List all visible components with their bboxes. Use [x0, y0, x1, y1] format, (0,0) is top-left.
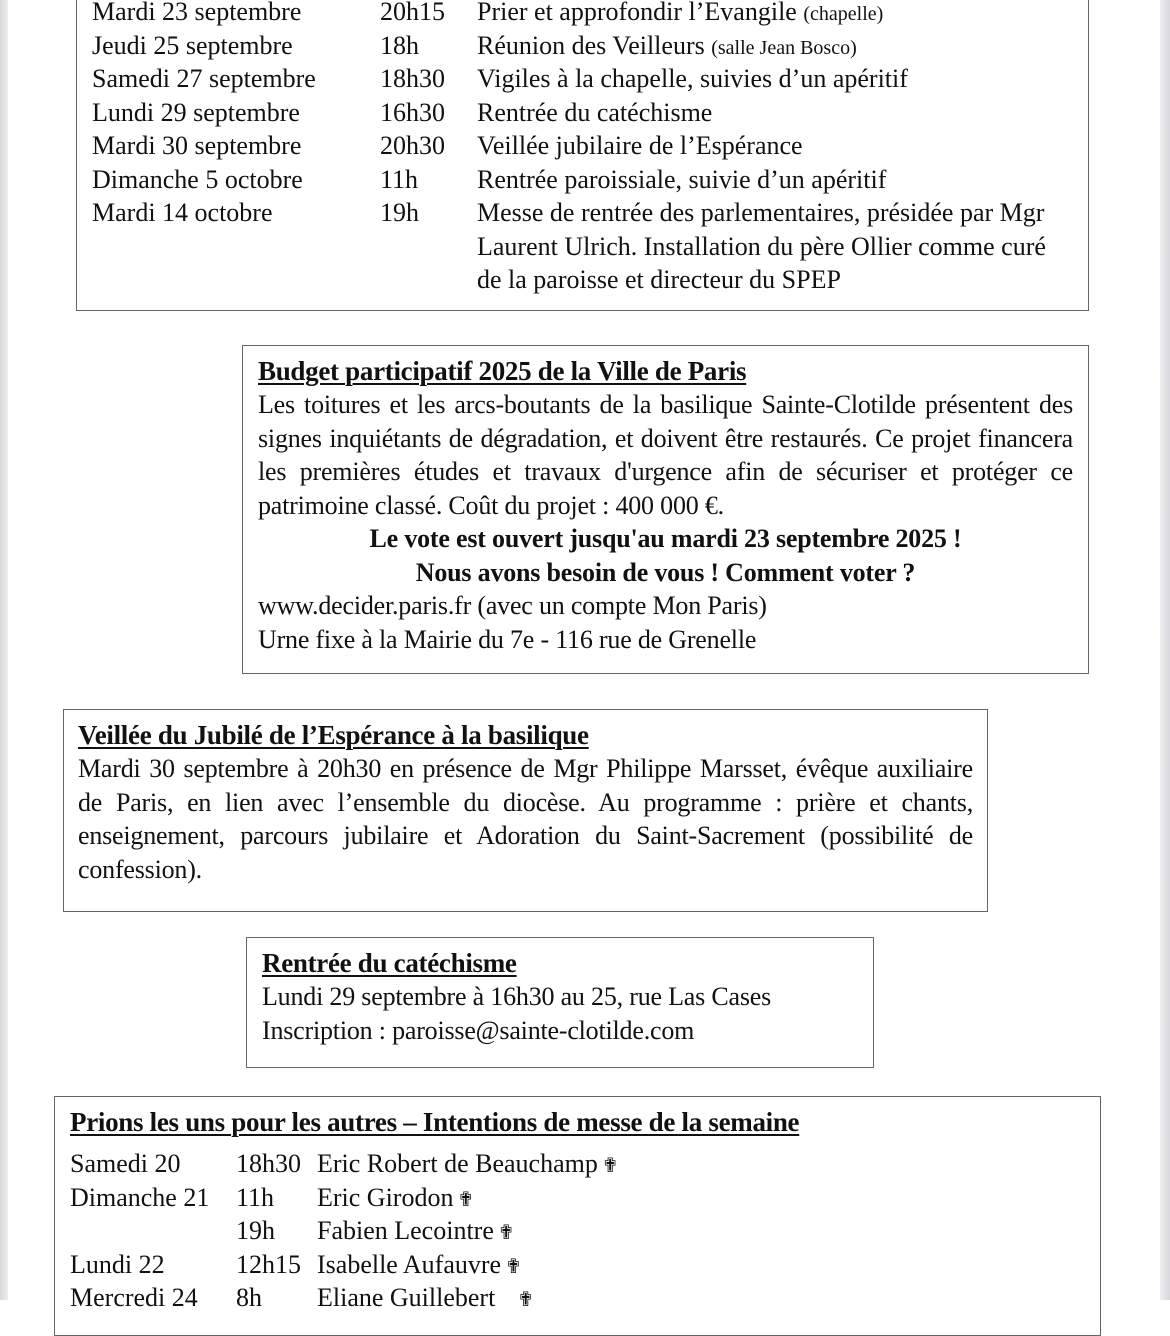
cross-icon: ✟	[517, 1287, 535, 1311]
catechisme-box	[246, 937, 874, 1068]
schedule-event: Veillée jubilaire de l’Espérance	[477, 131, 803, 160]
intention-name-text: Fabien Lecointre	[317, 1216, 494, 1245]
schedule-time: 16h30	[380, 97, 445, 127]
schedule-date: Mardi 14 octobre	[92, 198, 273, 227]
intentions-messe-box	[54, 1096, 1101, 1336]
cross-icon: ✟	[497, 1220, 515, 1244]
intentions-title: Prions les uns pour les autres – Intentions de messe de la semaine	[70, 1107, 800, 1137]
schedule-time: 11h	[380, 164, 419, 194]
catechisme-inscription[interactable]: Inscription : paroisse@sainte-clotilde.com	[262, 1015, 695, 1045]
intention-time: 11h	[236, 1182, 275, 1212]
schedule-date: Mardi 23 septembre	[92, 0, 302, 26]
schedule-event-note: (salle Jean Bosco)	[711, 36, 857, 59]
catechisme-date-location: Lundi 29 septembre à 16h30 au 25, rue Las Cases	[262, 982, 772, 1011]
intention-time: 18h30	[236, 1149, 301, 1178]
schedule-time: 18h30	[380, 64, 445, 93]
intention-day: Lundi 22	[70, 1249, 165, 1279]
budget-body: Les toitures et les arcs-boutants de la basilique Sainte-Clotilde présentent des signes inquiétants de dégradation, et doivent être restaurés. Ce projet financera les premières études et travaux d'urgence afin de sécuriser et protéger ce patrimoine classé. Coût du projet : 400 000 €.	[258, 390, 1073, 520]
intention-row	[70, 1181, 1085, 1215]
intention-time: 12h15	[236, 1249, 301, 1279]
veillee-jubile-box	[63, 709, 988, 912]
budget-vote-deadline: Le vote est ouvert jusqu'au mardi 23 septembre 2025 !	[369, 524, 962, 553]
schedule-event	[477, 0, 1077, 32]
budget-call-to-action: Nous avons besoin de vous ! Comment voter ?	[415, 557, 916, 587]
cross-icon: ✟	[505, 1253, 522, 1278]
intention-day: Dimanche 21	[70, 1182, 210, 1212]
schedule-event-note: (chapelle)	[803, 3, 884, 25]
schedule-date: Mardi 30 septembre	[92, 131, 302, 160]
budget-vote-urne: Urne fixe à la Mairie du 7e - 116 rue de Grenelle	[258, 624, 757, 654]
schedule-time: 20h30	[380, 131, 445, 160]
schedule-event: Vigiles à la chapelle, suivies d’un apéritif	[477, 64, 908, 93]
budget-participatif-box	[242, 345, 1089, 674]
budget-vote-website[interactable]: www.decider.paris.fr (avec un compte Mon Paris)	[258, 591, 767, 620]
intention-name	[317, 1181, 474, 1217]
schedule-date: Jeudi 25 septembre	[92, 30, 293, 60]
intention-row	[70, 1281, 1085, 1315]
intention-time: 19h	[236, 1216, 275, 1245]
intention-name	[317, 1281, 534, 1317]
budget-title: Budget participatif 2025 de la Ville de Paris	[258, 356, 747, 386]
schedule-event: Rentrée paroissiale, suivie d’un apéritif	[477, 164, 887, 194]
veillee-body: Mardi 30 septembre à 20h30 en présence de Mgr Philippe Marsset, évêque auxiliaire de Paris, en lien avec l’ensemble du diocèse. Au programme : prière et chants, enseignement, parcours jubilaire et Adoration du Saint-Sacrement (possibilité de confession).	[78, 754, 973, 884]
intention-time: 8h	[236, 1283, 262, 1312]
schedule-event: Rentrée du catéchisme	[477, 97, 713, 127]
intention-name-text: Eric Robert de Beauchamp	[317, 1149, 598, 1178]
intention-row	[70, 1214, 1085, 1248]
intention-row	[70, 1147, 1085, 1181]
schedule-event	[477, 29, 1077, 66]
cross-icon: ✟	[457, 1186, 475, 1211]
intention-name-text: Eric Girodon	[317, 1182, 454, 1212]
schedule-time: 18h	[380, 30, 419, 60]
intention-name	[317, 1248, 522, 1284]
catechisme-title: Rentrée du catéchisme	[262, 948, 517, 978]
schedule-box	[76, 0, 1089, 311]
page-gutter-right	[1160, 0, 1170, 1300]
intention-name	[317, 1214, 515, 1250]
schedule-date: Samedi 27 septembre	[92, 64, 316, 93]
intention-day: Mercredi 24	[70, 1283, 198, 1312]
schedule-time: 19h	[380, 198, 419, 227]
schedule-time: 20h15	[380, 0, 445, 26]
intention-day: Samedi 20	[70, 1149, 181, 1178]
schedule-event-text: Réunion des Veilleurs	[477, 30, 705, 60]
veillee-title: Veillée du Jubilé de l’Espérance à la basilique	[78, 720, 589, 750]
schedule-date: Lundi 29 septembre	[92, 97, 300, 127]
cross-icon: ✟	[601, 1153, 619, 1177]
intention-name-text: Isabelle Aufauvre	[317, 1249, 502, 1279]
page-gutter-left	[0, 0, 8, 1300]
schedule-date: Dimanche 5 octobre	[92, 164, 303, 194]
schedule-event-text: Prier et approfondir l’Evangile	[477, 0, 797, 26]
intention-name-text: Eliane Guillebert	[317, 1283, 496, 1312]
intention-name	[317, 1147, 619, 1183]
intention-row	[70, 1248, 1085, 1282]
schedule-event: Messe de rentrée des parlementaires, présidée par Mgr Laurent Ulrich. Installation du père Ollier comme curé de la paroisse et directeur du SPEP	[477, 198, 1046, 294]
